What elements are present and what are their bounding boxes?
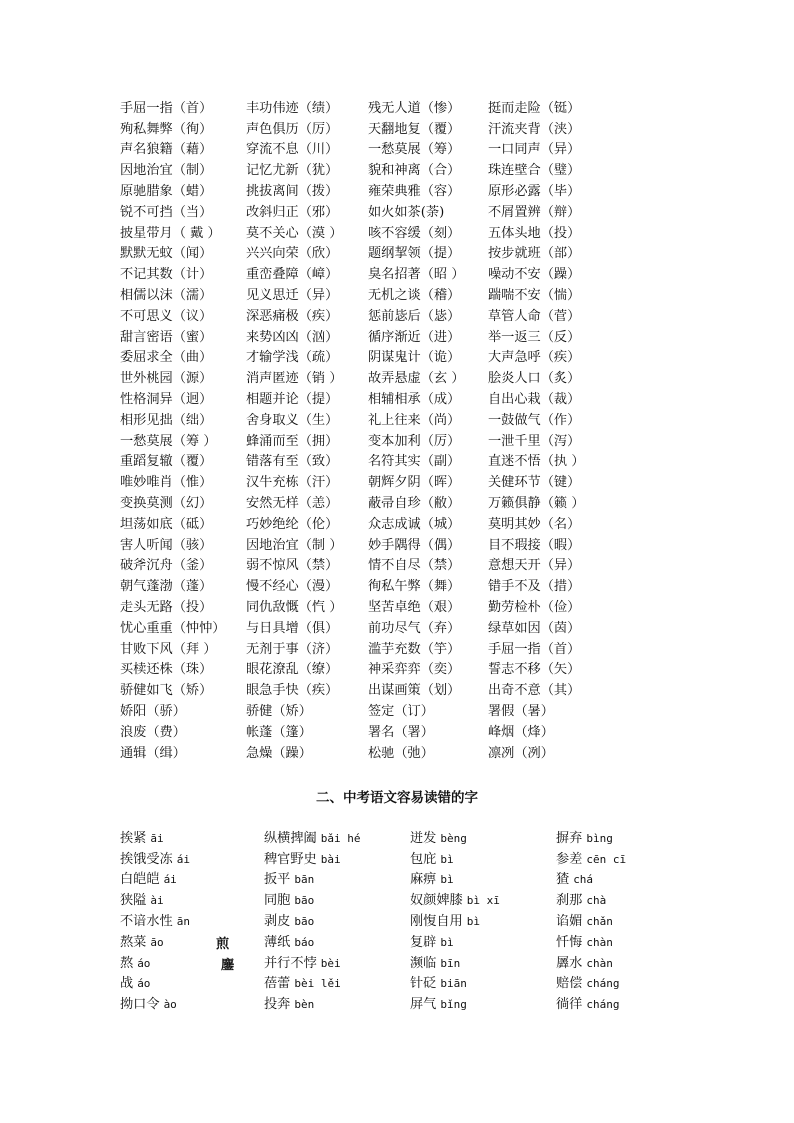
- list-item: [556, 972, 706, 991]
- list-item: [264, 993, 410, 1012]
- pinyin: chá: [573, 873, 594, 887]
- list-item: 关健环节（键）: [488, 475, 581, 491]
- list-item: 汉牛充栋（汗）: [246, 475, 339, 491]
- list-item: 眼急手快（疾）: [246, 683, 339, 699]
- list-item: 蔽帚自珍（敝）: [368, 496, 461, 512]
- list-item: 买椟还株（珠）: [120, 662, 213, 678]
- pinyin: bìng: [586, 831, 613, 845]
- pinyin: bīn: [440, 956, 461, 970]
- pinyin: bǐng: [440, 998, 467, 1012]
- list-item: 相形见拙（绌）: [120, 412, 213, 428]
- list-item: 世外桃园（源）: [120, 371, 213, 387]
- word: 包庇: [410, 851, 437, 867]
- table-row: [120, 720, 740, 741]
- list-item: [556, 889, 706, 908]
- list-item: 草管人命（菅）: [488, 308, 581, 324]
- list-item: 深恶痛极（疾）: [246, 308, 339, 324]
- list-item: 峰烟（烽）: [488, 724, 554, 740]
- list-item: 性格洞异（迥）: [120, 392, 213, 408]
- list-item: 改斜归正（邪）: [246, 204, 339, 220]
- table-row: [120, 699, 740, 720]
- list-item: 走头无路（投）: [120, 600, 213, 616]
- pinyin: cháng: [586, 998, 620, 1012]
- list-item: [556, 848, 706, 867]
- table-row: [120, 429, 740, 450]
- table-row: [120, 325, 740, 346]
- list-item: 挺而走险（铤）: [488, 100, 581, 116]
- list-item: 自出心栽（裁）: [488, 392, 581, 408]
- list-item: 丰功伟迹（绩）: [246, 100, 339, 116]
- list-item: 松驰（弛）: [368, 745, 434, 761]
- list-item: [556, 868, 706, 887]
- table-row: [120, 117, 740, 138]
- section1-word-list: [120, 96, 740, 762]
- list-item: 同仇敌慨（忾 ）: [246, 600, 343, 616]
- list-item: 举一返三（反）: [488, 329, 581, 345]
- pinyin: ài: [150, 894, 164, 908]
- word: 忏悔: [556, 934, 583, 950]
- list-item: 莫不关心（漠 ）: [246, 225, 343, 241]
- table-row: [120, 491, 740, 512]
- list-item: 急燥（躁）: [246, 745, 312, 761]
- list-item: 穿流不息（川）: [246, 142, 339, 158]
- list-item: 噪动不安（躁）: [488, 267, 581, 283]
- pinyin: bāo: [294, 915, 315, 929]
- table-row: [120, 847, 740, 868]
- table-row: [120, 450, 740, 471]
- list-item: 锐不可挡（当）: [120, 204, 213, 220]
- word: 屏气: [410, 997, 437, 1013]
- table-row: [120, 658, 740, 679]
- list-item: [264, 952, 410, 971]
- list-item: [120, 910, 264, 929]
- list-item: 凛冽（冽）: [488, 745, 554, 761]
- table-row: [120, 595, 740, 616]
- list-item: 委屈求全（曲）: [120, 350, 213, 366]
- pinyin: bèi: [320, 956, 341, 970]
- list-item: [410, 972, 556, 991]
- word: 同胞: [264, 893, 291, 909]
- list-item: 记忆尤新（犹）: [246, 163, 339, 179]
- table-row: [120, 138, 740, 159]
- list-item: 重峦叠障（嶂）: [246, 267, 339, 283]
- table-row: [120, 200, 740, 221]
- pinyin: biān: [440, 977, 467, 991]
- table-row: [120, 96, 740, 117]
- list-item: 前功尽气（弃）: [368, 620, 461, 636]
- table-row: [120, 470, 740, 491]
- pinyin: bì: [440, 852, 454, 866]
- list-item: 弱不惊风（禁）: [246, 558, 339, 574]
- list-item: 声名狼籍（藉）: [120, 142, 213, 158]
- pinyin: bì: [440, 873, 454, 887]
- word: 刚愎自用: [410, 914, 463, 930]
- pinyin: ān: [176, 915, 190, 929]
- list-item: [264, 972, 410, 991]
- list-item: 原形必露（毕）: [488, 184, 581, 200]
- list-item: 相辅相承（成）: [368, 392, 461, 408]
- list-item: 一泄千里（泻）: [488, 433, 581, 449]
- list-item: [410, 931, 556, 950]
- pinyin: bāo: [294, 894, 315, 908]
- table-row: [120, 366, 740, 387]
- list-item: 滥芋充数（竽）: [368, 641, 461, 657]
- word: 挨紧: [120, 830, 147, 846]
- word: 剥皮: [264, 914, 291, 930]
- list-item: 无机之谈（稽）: [368, 288, 461, 304]
- list-item: 相题并论（提）: [246, 392, 339, 408]
- word: 并行不悖: [264, 955, 317, 971]
- list-item: 勤劳检朴（俭）: [488, 600, 581, 616]
- table-row: [120, 283, 740, 304]
- word: 投奔: [264, 997, 291, 1013]
- list-item: 才输学浅（疏）: [246, 350, 339, 366]
- list-item: 署名（署）: [368, 724, 434, 740]
- list-item: 脍炎人口（炙）: [488, 371, 581, 387]
- pinyin: chà: [586, 894, 607, 908]
- list-item: 声色俱历（厉）: [246, 121, 339, 137]
- list-item: 忧心重重（忡忡）: [120, 620, 226, 636]
- pinyin: bì: [466, 915, 480, 929]
- list-item: 徇私午弊（舞）: [368, 579, 461, 595]
- list-item: [556, 993, 706, 1012]
- list-item: [264, 910, 410, 929]
- pinyin: cháng: [586, 977, 620, 991]
- pinyin: bèn: [294, 998, 315, 1012]
- list-item: 帐蓬（篷）: [246, 724, 312, 740]
- list-item: 相儒以沫（濡）: [120, 288, 213, 304]
- list-item: [410, 910, 556, 929]
- word: 复辟: [410, 934, 437, 950]
- list-item: 出奇不意（其）: [488, 683, 581, 699]
- table-row: [120, 637, 740, 658]
- list-item: 五体头地（投）: [488, 225, 581, 241]
- list-item: 甘败下风（拜 ）: [120, 641, 217, 657]
- word: 拗口令: [120, 997, 160, 1013]
- list-item: 按步就班（部）: [488, 246, 581, 262]
- pinyin: cēn cī: [586, 852, 627, 866]
- table-row: [120, 951, 740, 972]
- table-row: [120, 221, 740, 242]
- list-item: [410, 952, 556, 971]
- word: 纵横捭阖: [264, 830, 317, 846]
- list-item: [556, 931, 706, 950]
- table-row: [120, 242, 740, 263]
- list-item: [556, 910, 706, 929]
- list-item: 万籁俱静（籁 ）: [488, 496, 585, 512]
- list-item: 情不自尽（禁）: [368, 558, 461, 574]
- pinyin: chàn: [586, 956, 613, 970]
- list-item: 臭名招著（昭 ）: [368, 267, 465, 283]
- list-item: 因地治宜（制）: [120, 163, 213, 179]
- list-item: 咳不容缓（刻）: [368, 225, 461, 241]
- pinyin: bān: [294, 873, 315, 887]
- list-item: 阴谋鬼计（诡）: [368, 350, 461, 366]
- list-item: 手屈一指（首）: [120, 100, 213, 116]
- word: 熬: [120, 955, 134, 971]
- list-item: 一愁莫展（筹 ）: [120, 433, 217, 449]
- list-item: 骄健（矫）: [246, 704, 312, 719]
- pinyin: bài: [320, 852, 341, 866]
- section2-word-list: [120, 826, 740, 1013]
- list-item: [410, 848, 556, 867]
- pinyin: áo: [137, 956, 151, 970]
- list-item: 重蹈复辙（覆）: [120, 454, 213, 470]
- word: 狭隘: [120, 893, 147, 909]
- list-item: [120, 868, 264, 887]
- list-item: 与日具增（俱）: [246, 620, 339, 636]
- word: 奴颜婢膝: [410, 893, 463, 909]
- list-item: [120, 993, 264, 1012]
- word: 扳平: [264, 872, 291, 888]
- word: 赔偿: [556, 976, 583, 992]
- list-item: 挑拔离间（拨）: [246, 184, 339, 200]
- table-row: [120, 868, 740, 889]
- list-item: 披星带月（ 戴 ）: [120, 225, 221, 241]
- list-item: 来势凶凶（汹）: [246, 329, 339, 345]
- word: 挨饿受冻: [120, 851, 173, 867]
- list-item: [264, 827, 410, 846]
- list-item: [264, 848, 410, 867]
- list-item: [410, 993, 556, 1012]
- list-item: 因地治宜（制 ）: [246, 537, 343, 553]
- word: 熬菜: [120, 934, 147, 950]
- list-item: 誓志不移（矢）: [488, 662, 581, 678]
- list-item: 雍荣典雅（容）: [368, 184, 461, 200]
- pinyin: ái: [163, 873, 177, 887]
- list-item: 无剂于事（济）: [246, 641, 339, 657]
- list-item: [556, 952, 706, 971]
- word: 不谙水性: [120, 914, 173, 930]
- list-item: 惩前毖后（毖）: [368, 308, 461, 324]
- table-row: [120, 533, 740, 554]
- list-item: 署假（暑）: [488, 704, 554, 719]
- list-item: 坚苦卓绝（艰）: [368, 600, 461, 616]
- list-item: 不屑置辨（辩）: [488, 204, 581, 220]
- pinyin: bì: [440, 935, 454, 949]
- word: 摒弃: [556, 830, 583, 846]
- table-row: [120, 346, 740, 367]
- section2-title: 二、中考语文容易读错的字: [316, 790, 478, 806]
- word: 羼水: [556, 955, 583, 971]
- pinyin: ào: [163, 998, 177, 1012]
- list-item: 循序渐近（进）: [368, 329, 461, 345]
- list-item: 签定（订）: [368, 704, 434, 719]
- list-item: 目不瑕接（暇）: [488, 537, 581, 553]
- list-item: 巧妙绝纶（伦）: [246, 516, 339, 532]
- pinyin: báo: [294, 935, 315, 949]
- word: 白皑皑: [120, 872, 160, 888]
- list-item: 消声匿迹（销 ）: [246, 371, 343, 387]
- list-item: 朝辉夕阴（晖）: [368, 475, 461, 491]
- list-item: [120, 848, 264, 867]
- table-row: [120, 387, 740, 408]
- list-item: 汗流夹背（浃）: [488, 121, 581, 137]
- list-item: 慢不经心（漫）: [246, 579, 339, 595]
- pinyin: āo: [150, 935, 164, 949]
- list-item: 不可思义（议）: [120, 308, 213, 324]
- word: 薄纸: [264, 934, 291, 950]
- list-item: 唯妙唯肖（惟）: [120, 475, 213, 491]
- list-item: 通辑（缉）: [120, 745, 186, 761]
- list-item: [120, 827, 264, 846]
- table-row: [120, 826, 740, 847]
- list-item: 踹喘不安（惴）: [488, 288, 581, 304]
- list-item: 名符其实（副）: [368, 454, 461, 470]
- table-row: [120, 678, 740, 699]
- list-item: [120, 889, 264, 908]
- word: 麻痹: [410, 872, 437, 888]
- list-item: [556, 827, 706, 846]
- list-item: 变换莫测（幻）: [120, 496, 213, 512]
- list-item: [264, 931, 410, 950]
- list-item: 害人听闻（骇）: [120, 537, 213, 553]
- word: 刹那: [556, 893, 583, 909]
- pinyin: bǎi hé: [320, 831, 361, 845]
- list-item: 错落有至（致）: [246, 454, 339, 470]
- table-row: [120, 262, 740, 283]
- pinyin: bèng: [440, 831, 467, 845]
- list-item: 一口同声（异）: [488, 142, 581, 158]
- list-item: 变本加利（厉）: [368, 433, 461, 449]
- list-item: 一鼓做气（作）: [488, 412, 581, 428]
- list-item: [410, 827, 556, 846]
- list-item: 眼花潦乱（缭）: [246, 662, 339, 678]
- word: 参差: [556, 851, 583, 867]
- pinyin: áo: [137, 977, 151, 991]
- list-item: 舍身取义（生）: [246, 412, 339, 428]
- list-item: 众志成诚（城）: [368, 516, 461, 532]
- table-row: [120, 741, 740, 762]
- table-row: [120, 512, 740, 533]
- word: 猹: [556, 872, 570, 888]
- list-item: 直迷不悟（执 ）: [488, 454, 585, 470]
- list-item: 题纲挈领（提）: [368, 246, 461, 262]
- list-item: 坦荡如底（砥）: [120, 516, 213, 532]
- list-item: 残无人道（惨）: [368, 100, 461, 116]
- list-item: 如火如茶(荼): [368, 204, 445, 220]
- list-item: 意想天开（异）: [488, 558, 581, 574]
- list-item: 破斧沉舟（釜）: [120, 558, 213, 574]
- list-item: 一愁莫展（筹）: [368, 142, 461, 158]
- list-item: 貌和神离（合）: [368, 163, 461, 179]
- list-item: 娇阳（骄）: [120, 704, 186, 719]
- table-row: [120, 888, 740, 909]
- list-item: [120, 972, 264, 991]
- word: 稗官野史: [264, 851, 317, 867]
- list-item: 出谋画策（划）: [368, 683, 461, 699]
- word: 迸发: [410, 830, 437, 846]
- word: 蓓蕾: [264, 976, 291, 992]
- list-item: [264, 889, 410, 908]
- pinyin: chàn: [586, 935, 613, 949]
- list-item: 安然无样（恙）: [246, 496, 339, 512]
- extra-char-2: 鏖: [221, 958, 235, 973]
- table-row: [120, 972, 740, 993]
- table-row: [120, 554, 740, 575]
- list-item: 大声急呼（疾）: [488, 350, 581, 366]
- list-item: 不记其数（计）: [120, 267, 213, 283]
- pinyin: chǎn: [586, 915, 613, 929]
- table-row: [120, 992, 740, 1013]
- table-row: [120, 930, 740, 951]
- list-item: 见义思迁（异）: [246, 288, 339, 304]
- word: 谄媚: [556, 914, 583, 930]
- table-row: [120, 616, 740, 637]
- list-item: 原驰腊象（蜡）: [120, 184, 213, 200]
- list-item: [120, 952, 264, 971]
- word: 濒临: [410, 955, 437, 971]
- list-item: 甜言密语（蜜）: [120, 329, 213, 345]
- list-item: 兴兴向荣（欣）: [246, 246, 339, 262]
- list-item: 礼上往来（尚）: [368, 412, 461, 428]
- list-item: 莫明其妙（名）: [488, 516, 581, 532]
- list-item: 绿草如因（茵）: [488, 620, 581, 636]
- list-item: [410, 889, 556, 908]
- list-item: 神采弈弈（奕）: [368, 662, 461, 678]
- list-item: [120, 931, 264, 950]
- pinyin: bì xī: [466, 894, 500, 908]
- list-item: [264, 868, 410, 887]
- list-item: 珠连壁合（璧）: [488, 163, 581, 179]
- list-item: 默默无蚊（闻）: [120, 246, 213, 262]
- word: 针砭: [410, 976, 437, 992]
- list-item: 手屈一指（首）: [488, 641, 581, 657]
- list-item: 故弄悬虚（玄 ）: [368, 371, 465, 387]
- table-row: [120, 158, 740, 179]
- table-row: [120, 304, 740, 325]
- table-row: [120, 909, 740, 930]
- list-item: 错手不及（措）: [488, 579, 581, 595]
- pinyin: āi: [150, 831, 164, 845]
- table-row: [120, 179, 740, 200]
- list-item: 浪废（费）: [120, 724, 186, 740]
- list-item: 殉私舞弊（徇）: [120, 121, 213, 137]
- table-row: [120, 408, 740, 429]
- list-item: 蜂涌而至（拥）: [246, 433, 339, 449]
- word: 徜徉: [556, 997, 583, 1013]
- list-item: 朝气蓬渤（蓬）: [120, 579, 213, 595]
- pinyin: bèi lěi: [294, 977, 341, 991]
- list-item: 天翻地复（覆）: [368, 121, 461, 137]
- word: 战: [120, 976, 134, 992]
- extra-char-1: 煎: [216, 937, 230, 952]
- list-item: 妙手隅得（偶）: [368, 537, 461, 553]
- pinyin: ái: [176, 852, 190, 866]
- list-item: 骄健如飞（矫）: [120, 683, 213, 699]
- list-item: [410, 868, 556, 887]
- table-row: [120, 574, 740, 595]
